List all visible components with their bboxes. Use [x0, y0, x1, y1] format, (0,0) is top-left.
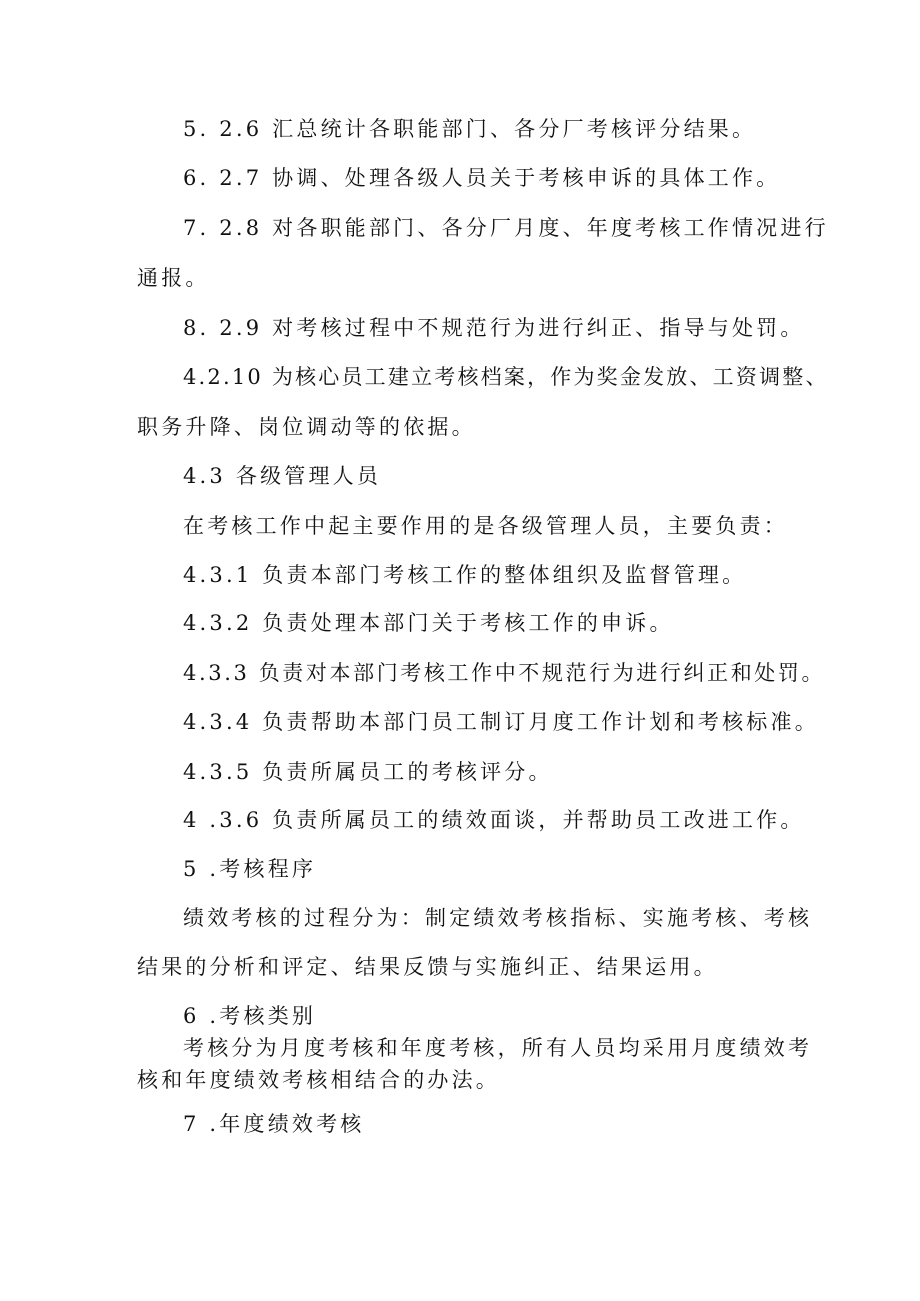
text-line: 在考核工作中起主要作用的是各级管理人员，主要负责：: [183, 514, 788, 538]
text-line: 核和年度绩效考核相结合的办法。: [137, 1068, 500, 1092]
text-line: 6. 2.7 协调、处理各级人员关于考核申诉的具体工作。: [183, 166, 781, 190]
text-line: 绩效考核的过程分为：制定绩效考核指标、实施考核、考核: [183, 906, 813, 930]
text-line: 通报。: [137, 266, 210, 290]
text-line: 4.3.2 负责处理本部门关于考核工作的申诉。: [183, 611, 674, 635]
section-heading: 5 .考核程序: [183, 857, 317, 881]
text-line: 4.3.3 负责对本部门考核工作中不规范行为进行纠正和处罚。: [183, 661, 826, 685]
section-heading: 7 .年度绩效考核: [183, 1112, 365, 1136]
section-heading: 4.3 各级管理人员: [183, 464, 382, 488]
text-line: 8. 2.9 对考核过程中不规范行为进行纠正、指导与处罚。: [183, 316, 805, 340]
text-line: 4.3.1 负责本部门考核工作的整体组织及监督管理。: [183, 563, 747, 587]
text-line: 4 .3.6 负责所属员工的绩效面谈，并帮助员工改进工作。: [183, 808, 805, 832]
text-line: 结果的分析和评定、结果反馈与实施纠正、结果运用。: [137, 955, 718, 979]
text-line: 4.3.5 负责所属员工的考核评分。: [183, 760, 553, 784]
text-line: 7. 2.8 对各职能部门、各分厂月度、年度考核工作情况进行: [183, 216, 829, 240]
text-line: 5. 2.6 汇总统计各职能部门、各分厂考核评分结果。: [183, 117, 757, 141]
text-line: 4.3.4 负责帮助本部门员工制订月度工作计划和考核标准。: [183, 710, 819, 734]
text-line: 4.2.10 为核心员工建立考核档案，作为奖金发放、工资调整、: [183, 365, 829, 389]
section-heading: 6 .考核类别: [183, 1004, 317, 1028]
text-line: 职务升降、岗位调动等的依据。: [137, 415, 476, 439]
text-line: 考核分为月度考核和年度考核，所有人员均采用月度绩效考: [183, 1036, 813, 1060]
